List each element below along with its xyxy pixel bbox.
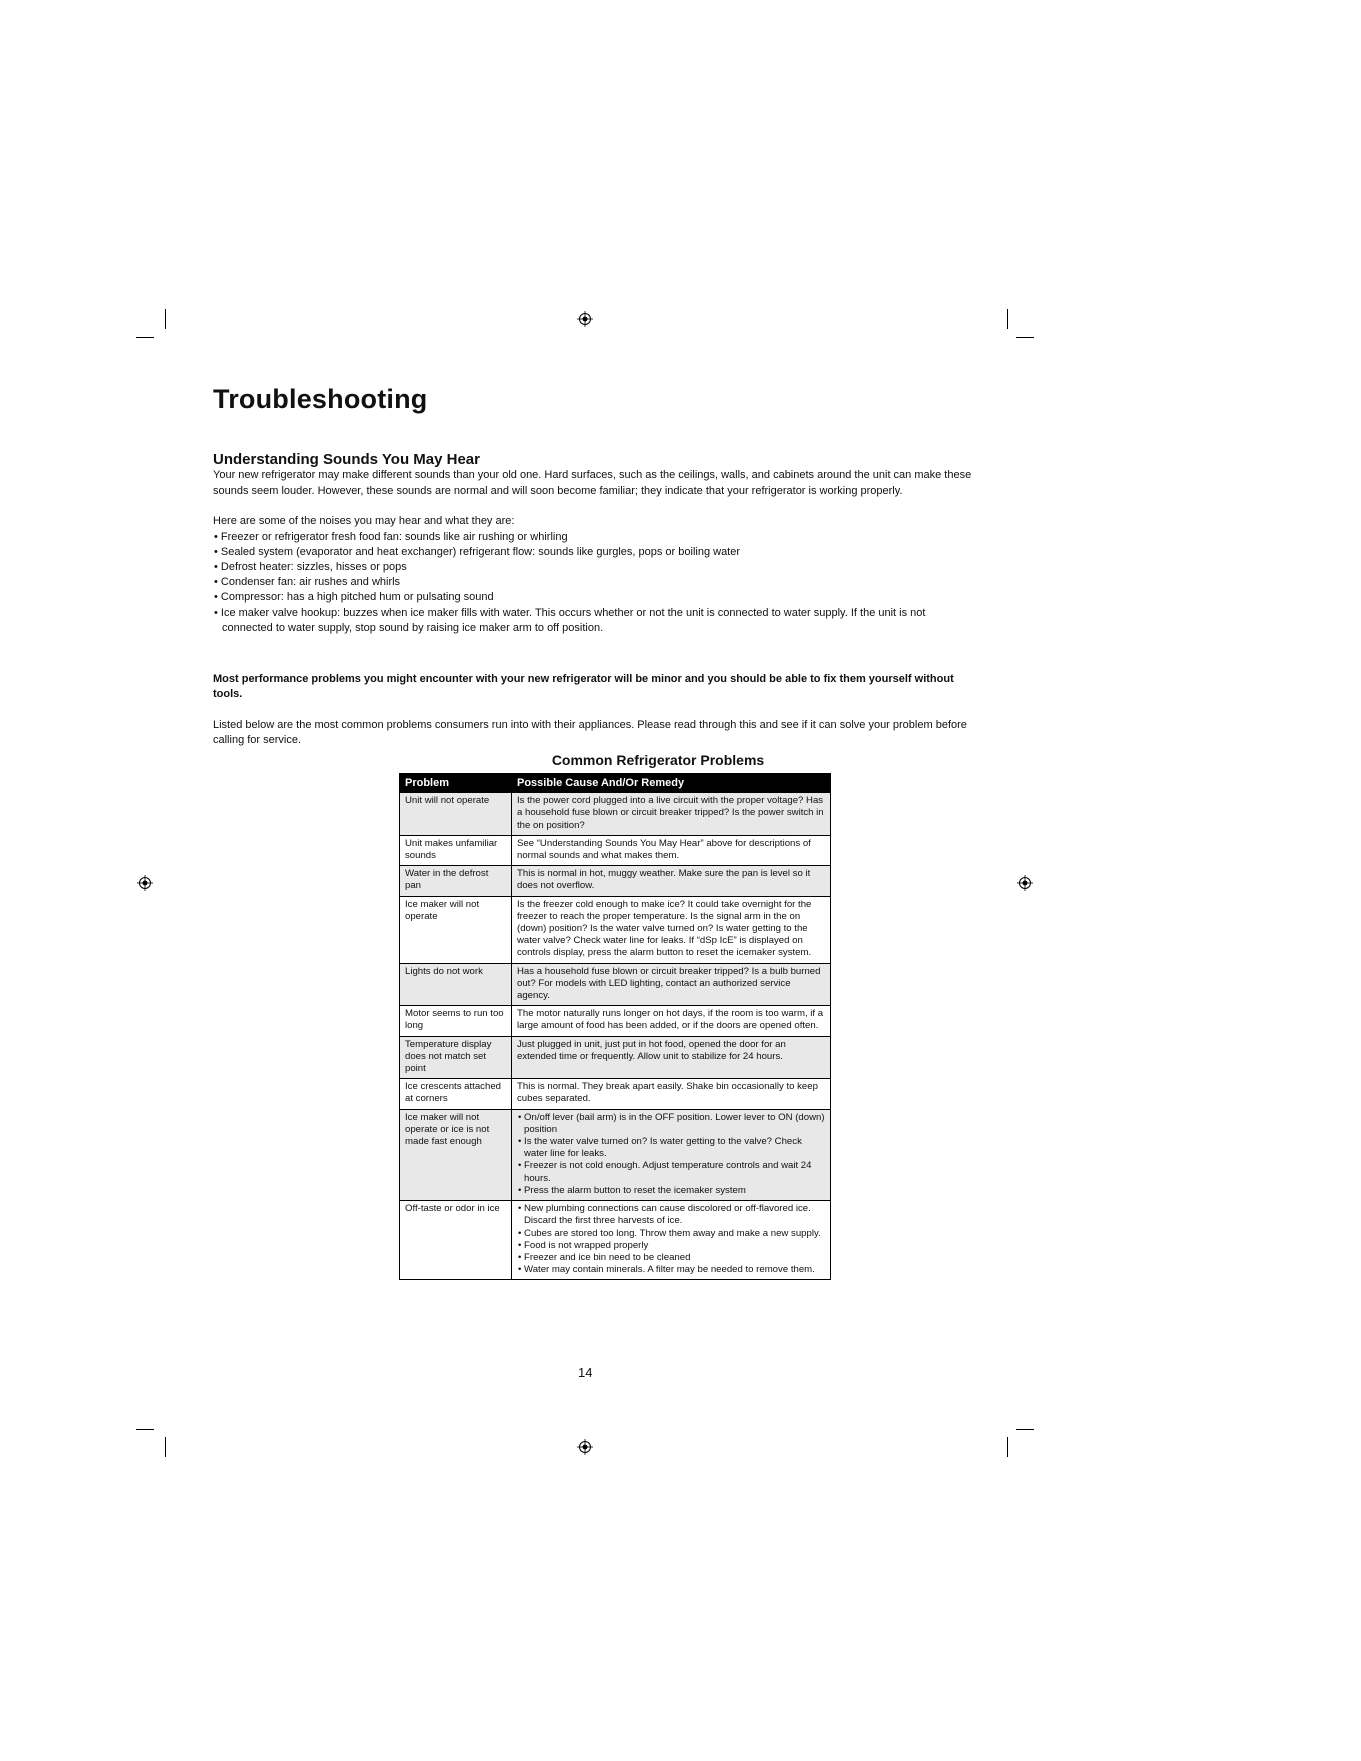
- registration-mark-icon: [1017, 875, 1033, 891]
- remedy-cell: [512, 896, 831, 963]
- header-problem: Problem: [400, 774, 512, 793]
- problem-cell: Motor seems to run too long: [400, 1006, 512, 1036]
- crop-mark: [1016, 337, 1034, 338]
- crop-mark: [165, 309, 166, 329]
- remedy-bullet: • Freezer and ice bin need to be cleaned: [518, 1251, 691, 1263]
- table-title: Common Refrigerator Problems: [551, 751, 765, 768]
- problems-table-wrapper: [399, 773, 831, 1280]
- remedy-bullet: • Freezer is not cold enough. Adjust temperature controls and wait 24 hours.: [518, 1160, 812, 1184]
- crop-mark: [136, 337, 154, 338]
- list-item: • Defrost heater: sizzles, hisses or pops: [214, 560, 407, 573]
- remedy-text: See “Understanding Sounds You May Hear” above for descriptions of normal sounds and what makes them.: [517, 837, 811, 862]
- remedy-cell: [512, 1036, 831, 1079]
- list-item: • Ice maker valve hookup: buzzes when ice maker fills with water. This occurs whether or not the unit is connected to water supply. If the unit is not connected to water supply, stop sound by raising ice maker arm to off position.: [214, 606, 926, 634]
- problem-cell: Unit makes unfamiliar sounds: [400, 835, 512, 865]
- remedy-bullet: • Water may contain minerals. A filter may be needed to remove them.: [518, 1264, 815, 1276]
- table-row: [400, 1006, 831, 1036]
- crop-mark: [1007, 1437, 1008, 1457]
- registration-mark-icon: [577, 311, 593, 327]
- problem-cell: Ice crescents attached at corners: [400, 1079, 512, 1109]
- problem-cell: Off-taste or odor in ice: [400, 1201, 512, 1280]
- remedy-bullet: • On/off lever (bail arm) is in the OFF position. Lower lever to ON (down) position: [518, 1111, 825, 1135]
- remedy-cell: [512, 1079, 831, 1109]
- list-item: • Sealed system (evaporator and heat exchanger) refrigerant flow: sounds like gurgles, pops or boiling water: [214, 545, 741, 558]
- table-row: [400, 866, 831, 896]
- page-title: Troubleshooting: [213, 384, 428, 414]
- remedy-text: The motor naturally runs longer on hot days, if the room is too warm, if a large amount of food has been added, or if the doors are opened often.: [517, 1008, 824, 1032]
- registration-mark-icon: [137, 875, 153, 891]
- table-row: [400, 1109, 831, 1200]
- table-row: [400, 1036, 831, 1079]
- page-content: [213, 384, 973, 768]
- remedy-text: Has a household fuse blown or circuit breaker tripped? Is a bulb burned out? For models with LED lighting, contact an authorized service agency.: [517, 965, 821, 1002]
- remedy-cell: [512, 1006, 831, 1036]
- remedy-text: Just plugged in unit, just put in hot food, opened the door for an extended time or frequently. Allow unit to stabilize for 24 hours.: [517, 1038, 786, 1062]
- table-row: [400, 896, 831, 963]
- sounds-list-intro: Here are some of the noises you may hear and what they are:: [213, 515, 515, 527]
- performance-note: Most performance problems you might encounter with your new refrigerator will be minor and you should be able to fix them yourself without tools.: [213, 672, 954, 701]
- table-header-row: [400, 774, 831, 793]
- problems-table: [399, 773, 831, 1280]
- remedy-cell: [512, 793, 831, 836]
- list-item: • Freezer or refrigerator fresh food fan: sounds like air rushing or whirling: [214, 530, 568, 543]
- list-item: • Condenser fan: air rushes and whirls: [214, 576, 401, 589]
- remedy-cell: [512, 1109, 831, 1200]
- problem-cell: Unit will not operate: [400, 793, 512, 836]
- remedy-bullet: • Cubes are stored too long. Throw them away and make a new supply.: [518, 1227, 821, 1239]
- problem-cell: Ice maker will not operate or ice is not made fast enough: [400, 1109, 512, 1200]
- remedy-bullet: • New plumbing connections can cause discolored or off-flavored ice. Discard the first three harvests of ice.: [518, 1203, 811, 1227]
- section-heading-sounds: Understanding Sounds You May Hear: [213, 451, 480, 468]
- table-row: [400, 793, 831, 836]
- problem-cell: Water in the defrost pan: [400, 866, 512, 896]
- remedy-bullet: • Press the alarm button to reset the icemaker system: [518, 1184, 746, 1196]
- problem-cell: Lights do not work: [400, 963, 512, 1006]
- registration-mark-icon: [577, 1439, 593, 1455]
- crop-mark: [165, 1437, 166, 1457]
- list-item: • Compressor: has a high pitched hum or pulsating sound: [214, 591, 494, 604]
- remedy-text: This is normal. They break apart easily. Shake bin occasionally to keep cubes separated.: [517, 1081, 818, 1105]
- remedy-cell: [512, 835, 831, 865]
- remedy-text: Is the freezer cold enough to make ice? It could take overnight for the freezer to reach the proper temperature. Is the signal arm in the on (down) position? Is the water valve turned on? Is water getting to the water valve? Check water line for leaks. If “dSp IcE” is displayed on controls display, press the alarm button to reset the icemaker system.: [517, 898, 812, 959]
- sounds-list: [213, 530, 973, 636]
- problem-cell: Ice maker will not operate: [400, 896, 512, 963]
- crop-mark: [1007, 309, 1008, 329]
- remedy-text: This is normal in hot, muggy weather. Make sure the pan is level so it does not overflow.: [517, 868, 811, 892]
- problem-cell: Temperature display does not match set point: [400, 1036, 512, 1079]
- remedy-bullet: • Is the water valve turned on? Is water getting to the valve? Check water line for leaks.: [518, 1136, 802, 1160]
- remedy-cell: [512, 963, 831, 1006]
- sounds-intro: Your new refrigerator may make different sounds than your old one. Hard surfaces, such as the ceilings, walls, and cabinets around the unit can make these sounds seem louder. However, these sounds are normal and will soon become familiar; they indicate that your refrigerator is working properly.: [213, 469, 972, 497]
- crop-mark: [136, 1429, 154, 1430]
- table-row: [400, 835, 831, 865]
- page-number: 14: [578, 1365, 593, 1380]
- header-remedy: Possible Cause And/Or Remedy: [512, 774, 831, 793]
- remedy-text: Is the power cord plugged into a live circuit with the proper voltage? Has a household fuse blown or circuit breaker tripped? Is the power switch in the on position?: [517, 795, 824, 831]
- table-row: [400, 963, 831, 1006]
- remedy-cell: [512, 866, 831, 896]
- table-row: [400, 1079, 831, 1109]
- table-row: [400, 1201, 831, 1280]
- crop-mark: [1016, 1429, 1034, 1430]
- remedy-cell: [512, 1201, 831, 1280]
- remedy-bullet: • Food is not wrapped properly: [518, 1239, 649, 1251]
- listed-below-text: Listed below are the most common problems consumers run into with their appliances. Please read through this and see if it can solve your problem before calling for service.: [213, 718, 967, 747]
